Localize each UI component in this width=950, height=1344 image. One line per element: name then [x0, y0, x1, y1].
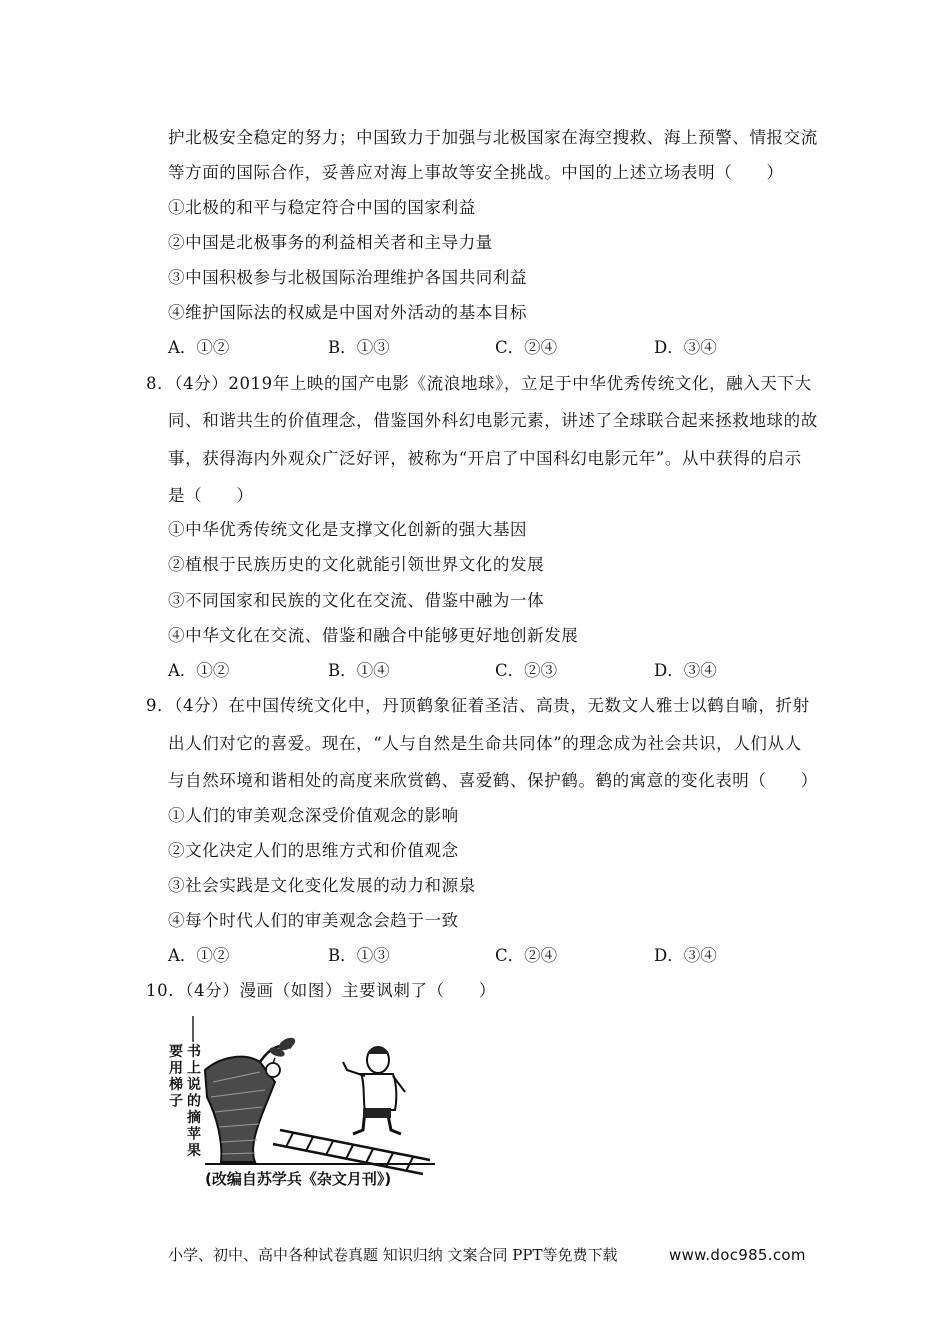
q7-option-d[interactable]: D．③④ — [654, 338, 717, 357]
cartoon-text-col2: 要用梯子 — [169, 1044, 183, 1110]
apple-icon — [266, 1063, 280, 1077]
q9-option-a[interactable]: A．①② — [168, 946, 230, 965]
q8-item-2: ②植根于民族历史的文化就能引领世界文化的发展 — [168, 555, 545, 574]
q8-stem-line-1: 8．（4分）2019年上映的国产电影《流浪地球》，立足于中华优秀传统文化，融入天下大 — [146, 374, 812, 393]
q8-item-1: ①中华优秀传统文化是支撑文化创新的强大基因 — [168, 520, 528, 539]
q8-stem-line-3: 事，获得海内外观众广泛好评，被称为“开启了中国科幻电影元年”。从中获得的启示 — [168, 449, 802, 468]
q9-item-3: ③社会实践是文化变化发展的动力和源泉 — [168, 876, 476, 895]
q9-option-c[interactable]: C．②④ — [495, 946, 558, 965]
q10-stem-line-1: 10．（4分）漫画（如图）主要讽刺了（ ） — [146, 981, 496, 1000]
q7-option-c[interactable]: C．②④ — [495, 338, 558, 357]
q8-option-d[interactable]: D．③④ — [654, 661, 717, 680]
q9-item-1: ①人们的审美观念深受价值观念的影响 — [168, 806, 459, 825]
q9-stem-line-3: 与自然环境和谐相处的高度来欣赏鹤、喜爱鹤、保护鹤。鹤的寓意的变化表明（ ） — [168, 771, 818, 790]
q8-item-3: ③不同国家和民族的文化在交流、借鉴中融为一体 — [168, 591, 545, 610]
ladder-shape — [273, 1130, 430, 1174]
q7-stem-line-1: 护北极安全稳定的努力；中国致力于加强与北极国家在海空搜救、海上预警、情报交流 — [168, 128, 818, 147]
cartoon-illustration — [165, 1012, 445, 1194]
q9-item-4: ④每个时代人们的审美观念会趋于一致 — [168, 911, 459, 930]
q8-option-b[interactable]: B．①④ — [328, 661, 390, 680]
q7-item-3: ③中国积极参与北极国际治理维护各国共同利益 — [168, 268, 528, 287]
q7-option-b[interactable]: B．①③ — [328, 338, 390, 357]
footer-advert-text: 小学、初中、高中各种试卷真题 知识归纳 文案合同 PPT等免费下载 — [168, 1246, 618, 1264]
q9-item-2: ②文化决定人们的思维方式和价值观念 — [168, 841, 459, 860]
cartoon-text-col1: 书上说的摘苹果 — [187, 1044, 201, 1159]
cartoon-caption: (改编自苏学兵《杂文月刊》) — [205, 1170, 392, 1188]
q9-option-d[interactable]: D．③④ — [654, 946, 717, 965]
q7-item-2: ②中国是北极事务的利益相关者和主导力量 — [168, 233, 493, 252]
q8-stem-line-2: 同、和谐共生的价值理念，借鉴国外科幻电影元素，讲述了全球联合起来拯救地球的故 — [168, 411, 818, 430]
q9-stem-line-2: 出人们对它的喜爱。现在，“人与自然是生命共同体”的理念成为社会共识，人们从人 — [168, 734, 802, 753]
man-figure — [343, 1047, 405, 1134]
q7-item-4: ④维护国际法的权威是中国对外活动的基本目标 — [168, 303, 528, 322]
q8-stem-line-4: 是（ ） — [168, 486, 254, 505]
q7-option-a[interactable]: A．①② — [168, 338, 230, 357]
q8-item-4: ④中华文化在交流、借鉴和融合中能够更好地创新发展 — [168, 626, 579, 645]
q7-stem-line-2: 等方面的国际合作，妥善应对海上事故等安全挑战。中国的上述立场表明（ ） — [168, 163, 784, 182]
q9-option-b[interactable]: B．①③ — [328, 946, 390, 965]
q7-item-1: ①北极的和平与稳定符合中国的国家利益 — [168, 198, 476, 217]
q8-option-a[interactable]: A．①② — [168, 661, 230, 680]
q8-option-c[interactable]: C．②③ — [495, 661, 558, 680]
q9-stem-line-1: 9．（4分）在中国传统文化中，丹顶鹤象征着圣洁、高贵，无数文人雅士以鹤自喻，折射 — [146, 696, 810, 715]
footer-website-link[interactable]: www.doc985.com — [669, 1246, 806, 1264]
